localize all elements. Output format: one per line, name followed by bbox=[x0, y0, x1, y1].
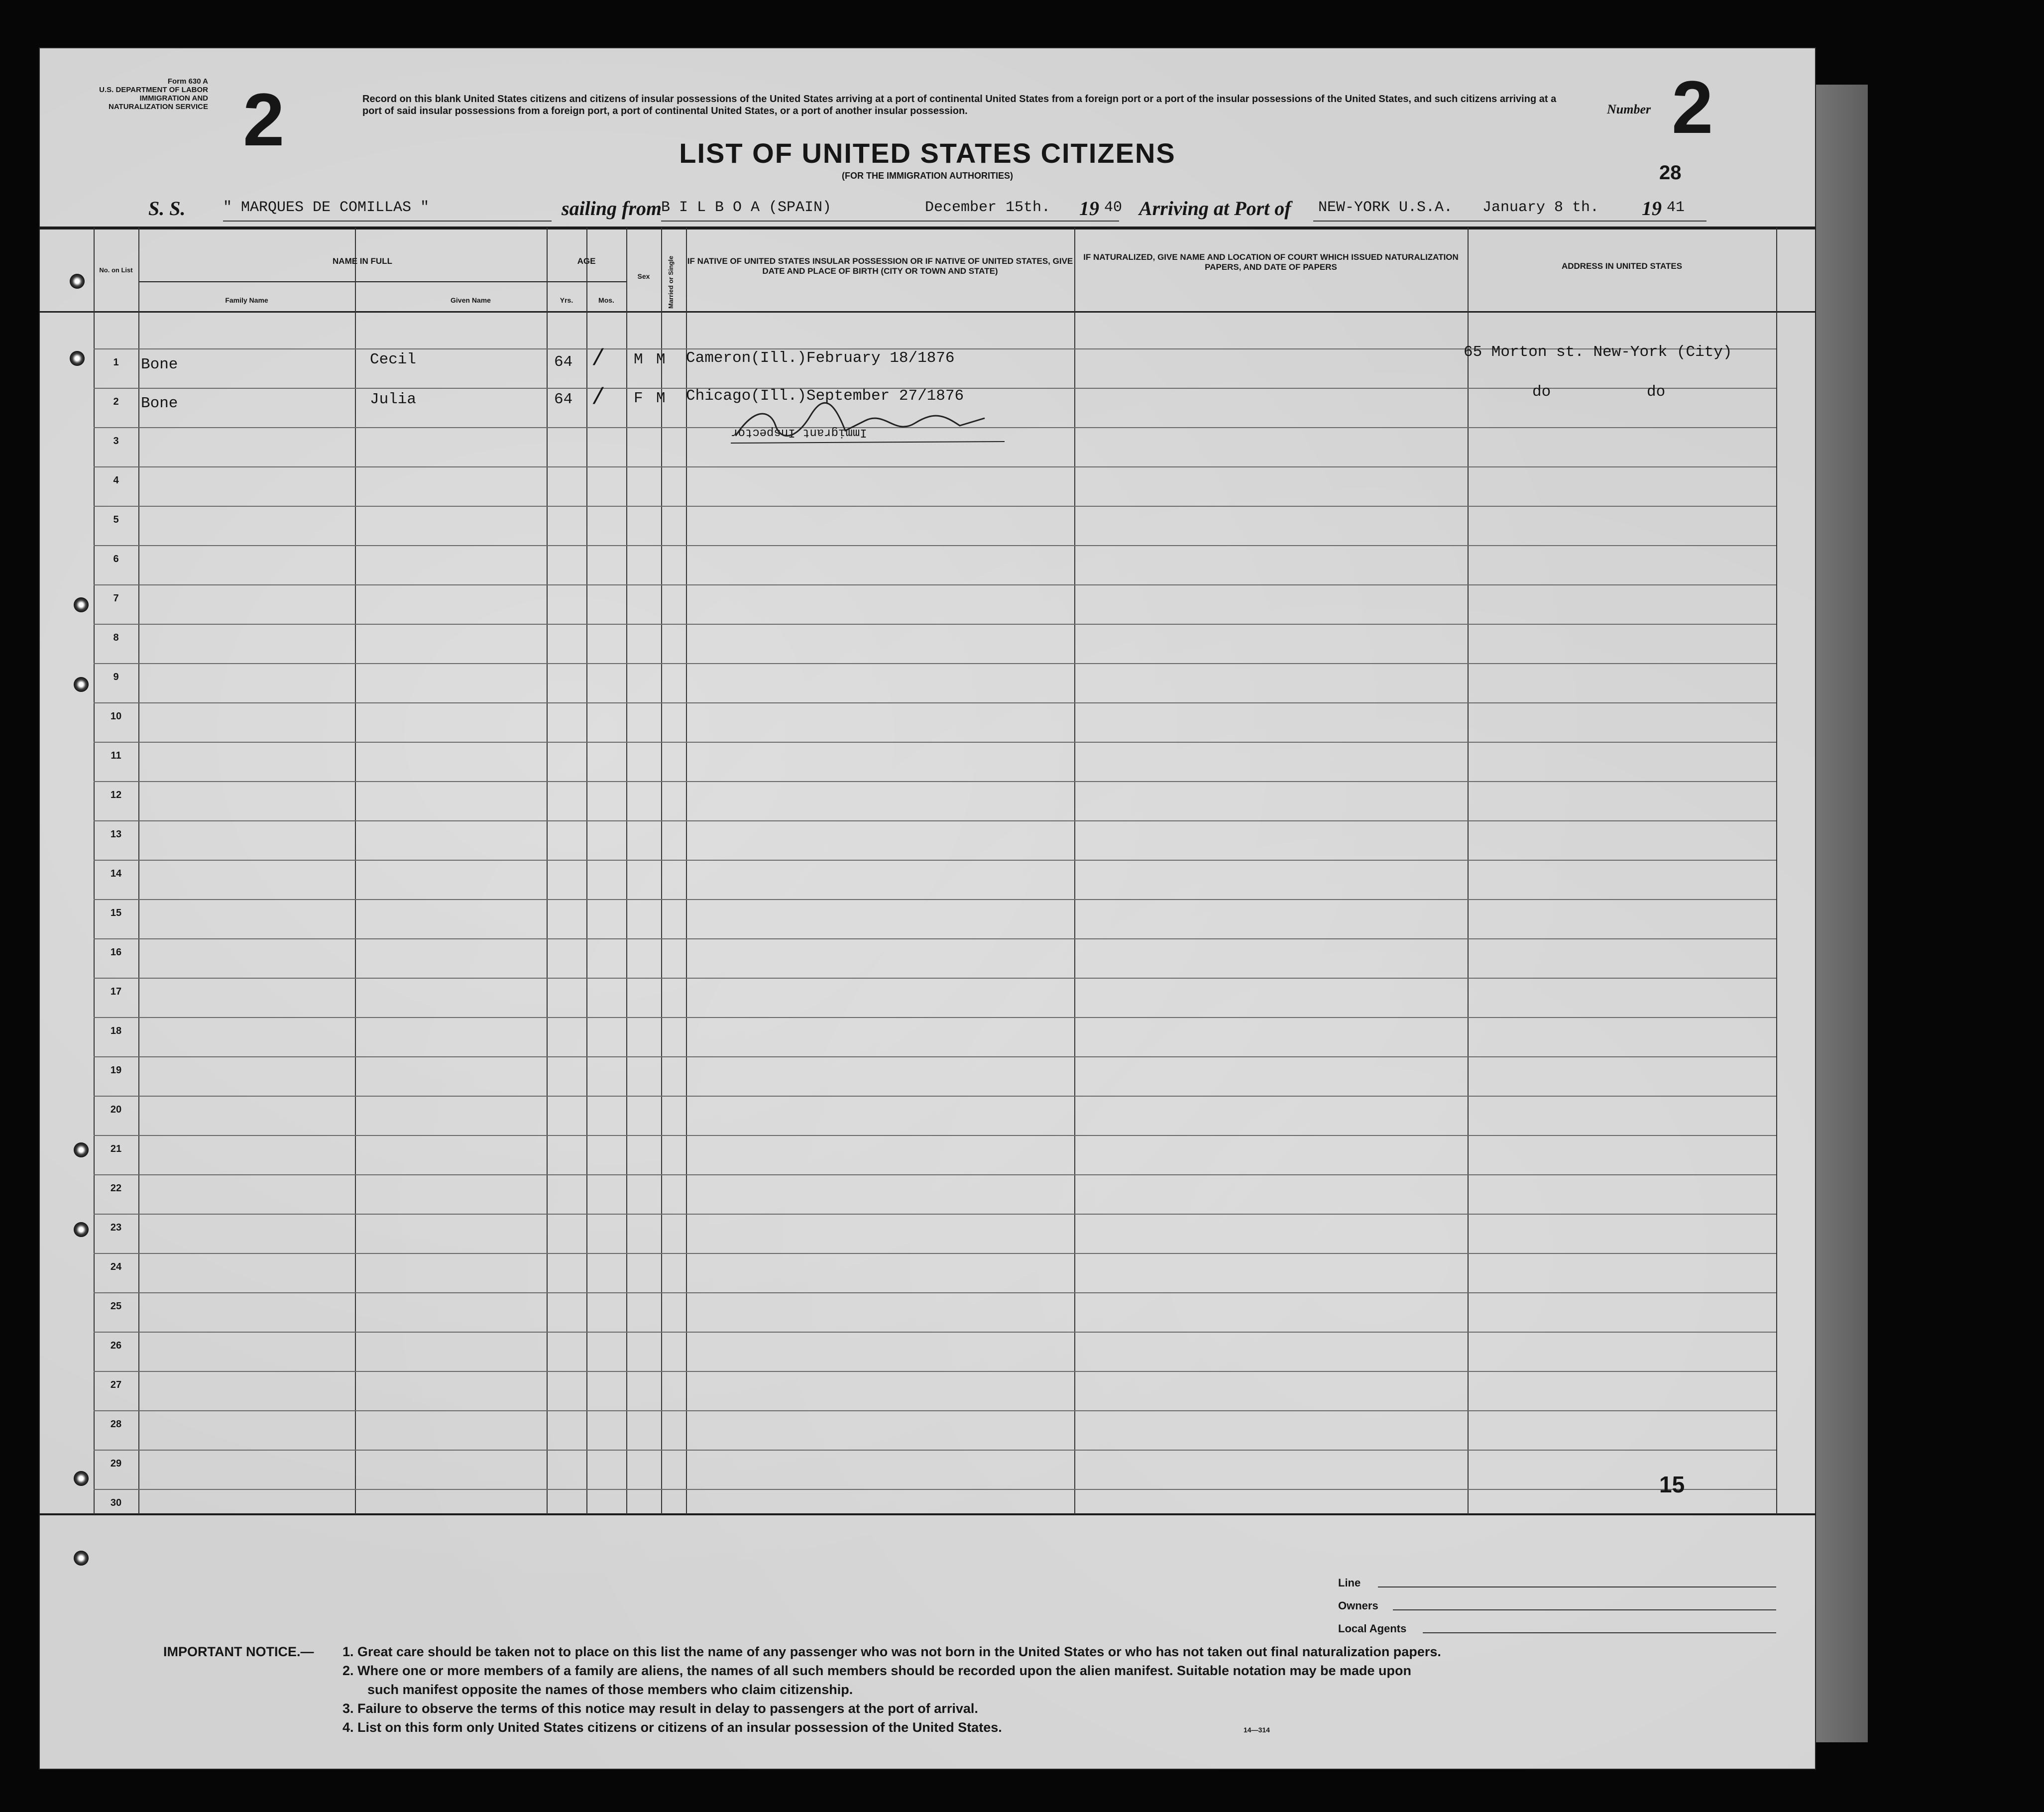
binder-hole bbox=[70, 274, 85, 289]
row-rule bbox=[94, 1450, 1776, 1451]
row-rule bbox=[94, 1214, 1776, 1215]
column-rule bbox=[1468, 227, 1469, 1514]
row-number: 12 bbox=[110, 790, 122, 800]
sheet-number: 28 bbox=[1659, 162, 1682, 184]
year-prefix-from: 19 bbox=[1079, 197, 1099, 220]
header-yrs: Yrs. bbox=[560, 296, 573, 304]
row-rule bbox=[94, 1174, 1776, 1175]
column-rule bbox=[661, 227, 662, 1514]
row2-given-name: Julia bbox=[370, 391, 417, 408]
binder-hole bbox=[74, 677, 89, 692]
row-number: 3 bbox=[113, 436, 119, 447]
row-rule bbox=[94, 1489, 1776, 1490]
header-married-or-single: Married or Single bbox=[667, 255, 675, 309]
column-rule bbox=[355, 227, 356, 1514]
page-title: LIST OF UNITED STATES CITIZENS bbox=[679, 137, 1176, 169]
inspector-signature bbox=[726, 396, 1005, 451]
binder-hole bbox=[74, 597, 89, 612]
row-number: 7 bbox=[113, 593, 119, 604]
right-list-number: 2 bbox=[1672, 65, 1713, 149]
row-number: 2 bbox=[113, 396, 119, 407]
binder-hole bbox=[74, 1142, 89, 1157]
row-number: 23 bbox=[110, 1222, 122, 1233]
sailing-from-label: sailing from bbox=[562, 197, 662, 220]
row-number: 27 bbox=[110, 1379, 122, 1390]
row-rule bbox=[94, 624, 1776, 625]
row-rule bbox=[94, 1292, 1776, 1293]
row-rule bbox=[94, 742, 1776, 743]
row-rule bbox=[94, 1371, 1776, 1372]
record-instructions: Record on this blank United States citizens and citizens of insular possessions of the United States arriving at a port of continental United States from a foreign port or a port of the insular possessions of the United States, and such citizens arriving at a port of said insular possessions from a foreign port, a port of continental United States, or a port of another insular possession. bbox=[362, 94, 1557, 116]
header-naturalized: IF NATURALIZED, GIVE NAME AND LOCATION OF COURT WHICH ISSUED NATURALIZATION PAPERS, AND DATE OF PAPERS bbox=[1083, 252, 1459, 272]
row-number: 15 bbox=[110, 907, 122, 918]
notice-item-3: 3. Failure to observe the terms of this notice may result in delay to passengers at the port of arrival. bbox=[342, 1701, 978, 1716]
row2-age-mos: / bbox=[591, 385, 605, 411]
row2-marital: M bbox=[656, 390, 666, 407]
column-rule bbox=[138, 227, 139, 1514]
header-birth: IF NATIVE OF UNITED STATES INSULAR POSSESSION OR IF NATIVE OF UNITED STATES, GIVE DATE AND PLACE OF BIRTH (CITY OR TOWN AND STATE) bbox=[687, 256, 1073, 276]
header-bottom-rule bbox=[39, 311, 1816, 313]
row-rule bbox=[94, 1332, 1776, 1333]
row1-age-yrs: 64 bbox=[554, 353, 573, 371]
row-number: 5 bbox=[113, 514, 119, 525]
row1-age-mos: / bbox=[591, 346, 605, 372]
row-rule bbox=[94, 702, 1776, 703]
row-rule bbox=[94, 545, 1776, 546]
row-rule bbox=[94, 1410, 1776, 1411]
row-number: 17 bbox=[110, 986, 122, 997]
row-rule bbox=[94, 584, 1776, 585]
year-to: 41 bbox=[1667, 199, 1685, 216]
port-to: NEW-YORK U.S.A. bbox=[1318, 199, 1453, 216]
row2-address-1: do bbox=[1532, 383, 1551, 401]
row-rule bbox=[94, 663, 1776, 664]
date-to: January 8 th. bbox=[1482, 199, 1599, 216]
column-rule bbox=[586, 227, 587, 1514]
port-to-underline bbox=[1313, 221, 1706, 222]
page-subtitle: (FOR THE IMMIGRATION AUTHORITIES) bbox=[842, 171, 1013, 181]
binder-hole bbox=[74, 1551, 89, 1566]
local-agents-field bbox=[1423, 1632, 1776, 1633]
row-number: 16 bbox=[110, 947, 122, 958]
year-from: 40 bbox=[1104, 199, 1123, 216]
column-rule bbox=[686, 227, 687, 1514]
row-rule bbox=[94, 860, 1776, 861]
line-label: Line bbox=[1338, 1577, 1361, 1589]
row1-family-name: Bone bbox=[141, 356, 178, 373]
owners-label: Owners bbox=[1338, 1599, 1378, 1612]
binder-hole bbox=[74, 1222, 89, 1237]
row-number: 25 bbox=[110, 1301, 122, 1312]
arriving-label: Arriving at Port of bbox=[1139, 197, 1291, 220]
inspector-stamp: Immigrant Inspector bbox=[731, 426, 867, 439]
row2-age-yrs: 64 bbox=[554, 391, 573, 408]
notice-item-2b: such manifest opposite the names of those members who claim citizenship. bbox=[367, 1682, 853, 1697]
manifest-sheet bbox=[39, 47, 1816, 1770]
binder-hole bbox=[70, 351, 85, 366]
binder-hole bbox=[74, 1471, 89, 1486]
table-top-rule bbox=[39, 226, 1816, 229]
name-rule bbox=[138, 281, 586, 282]
header-mos: Mos. bbox=[598, 296, 614, 304]
notice-label: IMPORTANT NOTICE.— bbox=[163, 1644, 314, 1659]
row1-marital: M bbox=[656, 351, 666, 368]
row2-address-2: do bbox=[1647, 383, 1666, 401]
row-number: 24 bbox=[110, 1261, 122, 1272]
row-rule bbox=[94, 506, 1776, 507]
row-number: 28 bbox=[110, 1419, 122, 1430]
header-name-in-full: NAME IN FULL bbox=[333, 256, 392, 266]
ship-underline bbox=[223, 221, 552, 222]
left-list-number: 2 bbox=[243, 78, 285, 161]
column-rule bbox=[626, 227, 627, 1514]
column-rule bbox=[94, 227, 95, 1514]
column-rule bbox=[1776, 227, 1777, 1514]
row-rule bbox=[94, 978, 1776, 979]
row-rule bbox=[94, 820, 1776, 821]
port-from: B I L B O A (SPAIN) bbox=[661, 199, 832, 216]
row-rule bbox=[94, 1017, 1776, 1018]
ship-name: " MARQUES DE COMILLAS " bbox=[223, 199, 430, 216]
header-age: AGE bbox=[577, 256, 596, 266]
row-number: 19 bbox=[110, 1065, 122, 1076]
row-number: 18 bbox=[110, 1025, 122, 1036]
print-code: 14—314 bbox=[1244, 1726, 1270, 1734]
row-number: 6 bbox=[113, 554, 119, 565]
row-rule bbox=[94, 1056, 1776, 1057]
notice-item-4: 4. List on this form only United States citizens or citizens of an insular possession of the United States. bbox=[342, 1720, 1002, 1735]
header-no-on-list: No. on List bbox=[99, 266, 133, 274]
row-number: 30 bbox=[110, 1497, 122, 1508]
notice-item-1: 1. Great care should be taken not to place on this list the name of any passenger who was not born in the United States or who has not taken out final naturalization papers. bbox=[342, 1644, 1441, 1659]
row-rule bbox=[94, 1253, 1776, 1254]
row2-family-name: Bone bbox=[141, 395, 178, 412]
form-id: Form 630 A U.S. DEPARTMENT OF LABOR IMMIGRATION AND NATURALIZATION SERVICE bbox=[99, 77, 208, 111]
row1-sex: M bbox=[634, 351, 643, 368]
row-number: 21 bbox=[110, 1143, 122, 1154]
local-agents-label: Local Agents bbox=[1338, 1622, 1407, 1635]
notice-item-2a: 2. Where one or more members of a family are aliens, the names of all such members should be recorded upon the alien manifest. Suitable notation may be made upon bbox=[342, 1663, 1412, 1678]
row2-sex: F bbox=[634, 390, 643, 407]
row-number: 11 bbox=[111, 750, 121, 761]
row-number: 29 bbox=[110, 1458, 122, 1469]
header-address: ADDRESS IN UNITED STATES bbox=[1561, 261, 1683, 271]
bottom-count: 15 bbox=[1659, 1472, 1685, 1497]
row-number: 8 bbox=[113, 632, 119, 643]
header-family-name: Family Name bbox=[225, 296, 268, 304]
row-number: 4 bbox=[113, 475, 119, 486]
row1-address: 65 Morton st. New-York (City) bbox=[1464, 343, 1732, 361]
ss-label: S. S. bbox=[148, 197, 186, 220]
port-from-underline bbox=[661, 221, 1119, 222]
number-label: Number bbox=[1607, 102, 1651, 116]
row1-birth: Cameron(Ill.)February 18/1876 bbox=[686, 349, 955, 367]
row-number: 22 bbox=[110, 1183, 122, 1194]
row-number: 9 bbox=[113, 672, 119, 682]
row-number: 20 bbox=[110, 1104, 122, 1115]
row-rule bbox=[94, 781, 1776, 782]
row-rule bbox=[94, 938, 1776, 939]
row-number: 10 bbox=[110, 711, 122, 722]
header-given-name: Given Name bbox=[451, 296, 491, 304]
column-rule bbox=[1074, 227, 1075, 1514]
year-prefix-to: 19 bbox=[1642, 197, 1662, 220]
date-from: December 15th. bbox=[925, 199, 1051, 216]
row-number: 26 bbox=[110, 1340, 122, 1351]
row-number: 1 bbox=[113, 357, 119, 368]
row2-birth: Chicago(Ill.)September 27/1876 bbox=[686, 387, 964, 405]
line-field bbox=[1378, 1586, 1776, 1587]
row-number: 13 bbox=[110, 829, 122, 840]
header-sex: Sex bbox=[637, 272, 650, 280]
row1-given-name: Cecil bbox=[370, 351, 417, 368]
table-bottom-rule bbox=[39, 1513, 1816, 1515]
row-rule bbox=[94, 466, 1776, 467]
row-number: 14 bbox=[110, 868, 122, 879]
owners-field bbox=[1393, 1609, 1776, 1610]
row-rule bbox=[94, 899, 1776, 900]
row-rule bbox=[94, 1096, 1776, 1097]
column-rule bbox=[547, 227, 548, 1514]
row-rule bbox=[94, 1135, 1776, 1136]
